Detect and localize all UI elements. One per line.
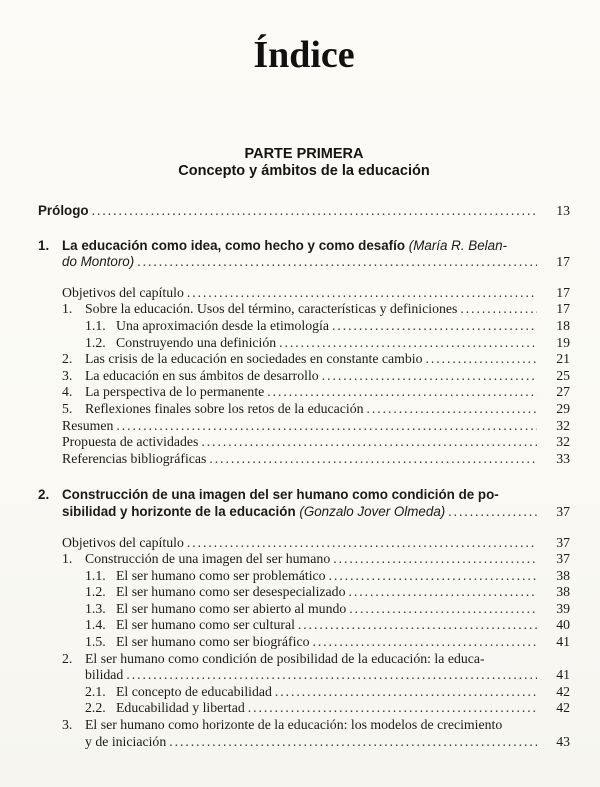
entry-number: 4. [62,384,73,400]
toc-line [38,617,570,634]
toc-line [38,551,570,568]
entry-text: La educación como idea, como hecho y como desafío (María R. Belan- [62,237,507,253]
entry-text: Una aproximación desde la etimología [116,317,330,333]
toc-entry [38,634,570,651]
toc-line [38,418,570,435]
part-heading: PARTE PRIMERA [244,146,364,162]
entry-number: 1. [62,301,73,317]
dot-leader [92,203,537,220]
dot-leader [298,617,537,634]
entry-text: El ser humano como ser cultural [116,617,295,633]
toc-line [38,634,570,651]
entry-number: 1.5. [85,634,106,650]
entry-page-number: 32 [556,417,570,433]
dot-leader [312,634,537,651]
entry-page-number: 13 [556,203,570,218]
entry-text: Objetivos del capítulo [62,534,184,550]
entry-page-number: 37 [556,503,570,519]
toc-line [38,651,570,668]
entry-number: 2. [38,487,50,503]
toc-line [38,601,570,618]
toc-entry [38,418,570,435]
toc-line [38,684,570,701]
entry-page-number: 33 [556,450,570,466]
entry-page-number: 17 [556,254,570,270]
dot-leader [187,535,537,552]
entry-number: 1.2. [85,334,106,350]
page-title: Índice [253,34,355,76]
entry-number: 1.4. [85,617,106,633]
entry-text: El ser humano como ser desespecializado [116,584,346,600]
dot-leader [367,401,537,418]
toc-entry [38,584,570,601]
toc-line [38,351,570,368]
entry-number: 1.3. [85,600,106,616]
toc-line [38,734,570,751]
toc-line [38,667,570,684]
dot-leader [349,601,537,618]
entry-number: 5. [62,400,73,416]
toc-line [38,203,570,220]
entry-text: Construcción de una imagen del ser humano como condición de po- [62,487,499,503]
entry-text: Reflexiones finales sobre los retos de la educación [85,400,364,416]
entry-number: 1.1. [85,567,106,583]
toc-entry [38,535,570,552]
dot-leader [426,351,537,368]
toc-entry [38,651,570,684]
toc-line [38,254,570,271]
entry-text: El ser humano como ser abierto al mundo [116,600,347,616]
entry-text: El ser humano como ser problemático [116,567,326,583]
dot-leader [332,318,537,335]
entry-number: 2. [62,650,73,666]
entry-page-number: 41 [556,634,570,650]
toc-line [38,368,570,385]
entry-text: Resumen [62,417,114,433]
dot-leader [187,285,537,302]
dot-leader [275,684,537,701]
entry-page-number: 41 [556,667,570,683]
entry-number: 1. [62,551,73,567]
dot-leader [279,335,537,352]
entry-text: Las crisis de la educación en sociedades en constante cambio [85,351,423,367]
toc-entry [38,368,570,385]
entry-text: La perspectiva de lo permanente [85,384,265,400]
toc-entry [38,451,570,468]
toc-entry [38,684,570,701]
toc-entry [38,568,570,585]
dot-leader [267,384,537,401]
toc-line [38,335,570,352]
toc-line [38,584,570,601]
dot-leader [201,434,537,451]
entry-page-number: 39 [556,600,570,616]
toc-line [38,301,570,318]
toc-line [38,504,570,521]
toc-line [38,535,570,552]
dot-leader [116,418,537,435]
toc-line [38,700,570,717]
toc-line [38,451,570,468]
entry-text: y de iniciación [85,733,167,749]
entry-text: El ser humano como condición de posibilidad de la educación: la educa- [85,650,485,666]
entry-page-number: 37 [556,551,570,567]
toc-list [38,203,570,750]
toc-line [38,401,570,418]
toc-entry [38,351,570,368]
entry-page-number: 18 [556,317,570,333]
toc-line [38,318,570,335]
toc-entry [38,717,570,750]
toc-line [38,285,570,302]
entry-page-number: 42 [556,683,570,699]
entry-text: El concepto de educabilidad [116,683,272,699]
entry-page-number: 27 [556,384,570,400]
entry-page-number: 29 [556,400,570,416]
toc-entry [38,238,570,271]
entry-text: sibilidad y horizonte de la educación (Gonzalo Jover Olmeda) [62,503,446,519]
toc-line [38,717,570,734]
toc-entry [38,285,570,302]
toc-entry [38,601,570,618]
toc-line [38,384,570,401]
toc-entry [38,203,570,220]
entry-text: Propuesta de actividades [62,434,199,450]
toc-entry [38,401,570,418]
entry-text: do Montoro) [62,254,135,270]
entry-number: 1.2. [85,584,106,600]
entry-page-number: 42 [556,700,570,716]
entry-page-number: 25 [556,367,570,383]
entry-text: Construcción de una imagen del ser humano [85,551,331,567]
entry-text: El ser humano como ser biográfico [116,634,310,650]
entry-text: Referencias bibliográficas [62,450,207,466]
entry-page-number: 32 [556,434,570,450]
entry-page-number: 37 [556,534,570,550]
entry-page-number: 21 [556,351,570,367]
entry-number: 2. [62,351,73,367]
toc-line [38,568,570,585]
entry-page-number: 43 [556,733,570,749]
toc-line [38,434,570,451]
part-heading-block [38,146,570,180]
dot-leader [169,734,537,751]
entry-page-number: 38 [556,584,570,600]
entry-page-number: 17 [556,301,570,317]
toc-entry [38,335,570,352]
toc-entry [38,384,570,401]
dot-leader [448,504,537,521]
toc-entry [38,487,570,520]
dot-leader [209,451,537,468]
entry-text: Objetivos del capítulo [62,284,184,300]
dot-leader [248,700,537,717]
entry-page-number: 40 [556,617,570,633]
entry-text: La educación en sus ámbitos de desarrollo [85,367,319,383]
toc-entry [38,700,570,717]
entry-number: 1.1. [85,317,106,333]
entry-text: Construyendo una definición [116,334,277,350]
entry-number: 2.2. [85,700,106,716]
entry-page-number: 38 [556,567,570,583]
entry-text: Prólogo [38,203,89,218]
toc-entry [38,617,570,634]
entry-page-number: 17 [556,284,570,300]
toc-line [38,238,570,255]
dot-leader [348,584,537,601]
toc-entry [38,301,570,318]
entry-text: El ser humano como horizonte de la educación: los modelos de crecimiento [85,717,503,733]
dot-leader [126,667,537,684]
toc-line [38,487,570,504]
toc-entry [38,318,570,335]
dot-leader [322,368,537,385]
entry-text: Sobre la educación. Usos del término, características y definiciones [85,301,458,317]
dot-leader [460,301,537,318]
dot-leader [137,254,537,271]
entry-number: 3. [62,367,73,383]
part-subtitle: Concepto y ámbitos de la educación [178,163,430,179]
entry-number: 3. [62,717,73,733]
entry-text: Educabilidad y libertad [116,700,245,716]
dot-leader [329,568,537,585]
entry-number: 1. [38,237,50,253]
entry-number: 2.1. [85,683,106,699]
dot-leader [333,551,537,568]
toc-entry [38,551,570,568]
entry-text: bilidad [85,667,124,683]
toc-entry [38,434,570,451]
entry-page-number: 19 [556,334,570,350]
